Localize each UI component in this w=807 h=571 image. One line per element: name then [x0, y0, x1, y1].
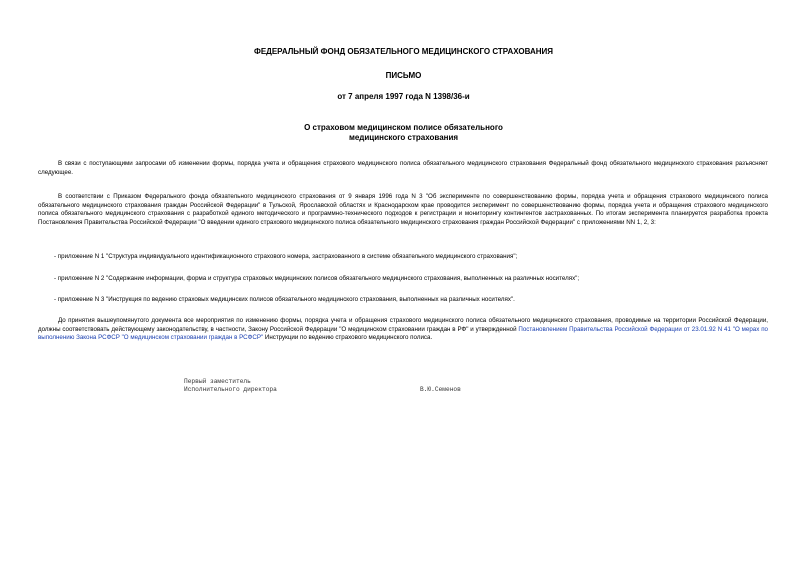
document-date: от 7 апреля 1997 года N 1398/36-и [337, 92, 470, 101]
paragraph-intro: В связи с поступающими запросами об изменении формы, порядка учета и обращения страхового медицинского полиса обязательного медицинского страхования Федеральный фонд обязательного медицинского страхования разъясняет следующее. [38, 160, 768, 176]
list-item-appendix-1: - приложение N 1 "Структура индивидуального идентификационного страхового номера, застрахованного в системе обязательного медицинского страхования"; [54, 253, 518, 260]
organization-heading: ФЕДЕРАЛЬНЫЙ ФОНД ОБЯЗАТЕЛЬНОГО МЕДИЦИНСКОГО СТРАХОВАНИЯ [253, 47, 553, 56]
document-subject [0, 123, 807, 143]
paragraph-conclusion [38, 317, 768, 343]
paragraph-conclusion-tail: Инструкции по ведению страхового медицинского полиса. [263, 334, 433, 342]
subject-line-2: медицинского страхования [348, 133, 459, 142]
signatory-name: В.Ю.Семенов [420, 386, 461, 393]
paragraph-experiment: В соответствии с Приказом Федерального фонда обязательного медицинского страхования от 9 января 1996 года N 3 "Об эксперименте по совершенствованию формы, порядка учета и обращения страхового медицинского полиса обязательного медицинского страхования граждан Российской Федерации" в Тульской, Ярославской областях и Краснодарском крае проводится эксперимент по совершенствованию формы, порядка учета и обращения страхового медицинского полиса обязательного медицинского страхования с разработкой единого методического и программно-технического подходов к регистрации и мониторингу контингентов застрахованных. По итогам эксперимента планируется разработка проекта Постановления Правительства Российской Федерации "О введении единого страхового медицинского полиса обязательного медицинского страхования граждан Российской Федерации" с приложениями NN 1, 2, 3: [38, 193, 768, 226]
list-item-appendix-2: - приложение N 2 "Содержание информации, форма и структура страховых медицинских полисов обязательного медицинского страхования, выполненных на различных носителях"; [54, 275, 580, 282]
signatory-title-line-2: Исполнительного директора [184, 386, 277, 393]
signatory-title-line-1: Первый заместитель [184, 378, 251, 385]
resolution-link[interactable]: Постановлением Правительства Российской Федерации от 23.01.92 N 41 "О мерах по выполнению Закона РСФСР "О медицинском страховании граждан в РСФСР" [38, 325, 768, 342]
list-item-appendix-3: - приложение N 3 "Инструкция по ведению страховых медицинских полисов обязательного медицинского страхования, выполненных на различных носителях". [54, 296, 515, 303]
paragraph-conclusion-text: До принятия вышеупомянутого документа все мероприятия по изменению формы, порядка учета и обращения страхового медицинского полиса обязательного медицинского страхования, проводимые на территории Российской Федерации, должны соответствовать действующему законодательству, в частности, Закону Российской Федерации "О медицинском страховании граждан в РФ" и утвержденной [38, 317, 768, 333]
document-type-heading: ПИСЬМО [385, 71, 422, 80]
subject-line-1: О страховом медицинском полисе обязательного [304, 123, 503, 132]
